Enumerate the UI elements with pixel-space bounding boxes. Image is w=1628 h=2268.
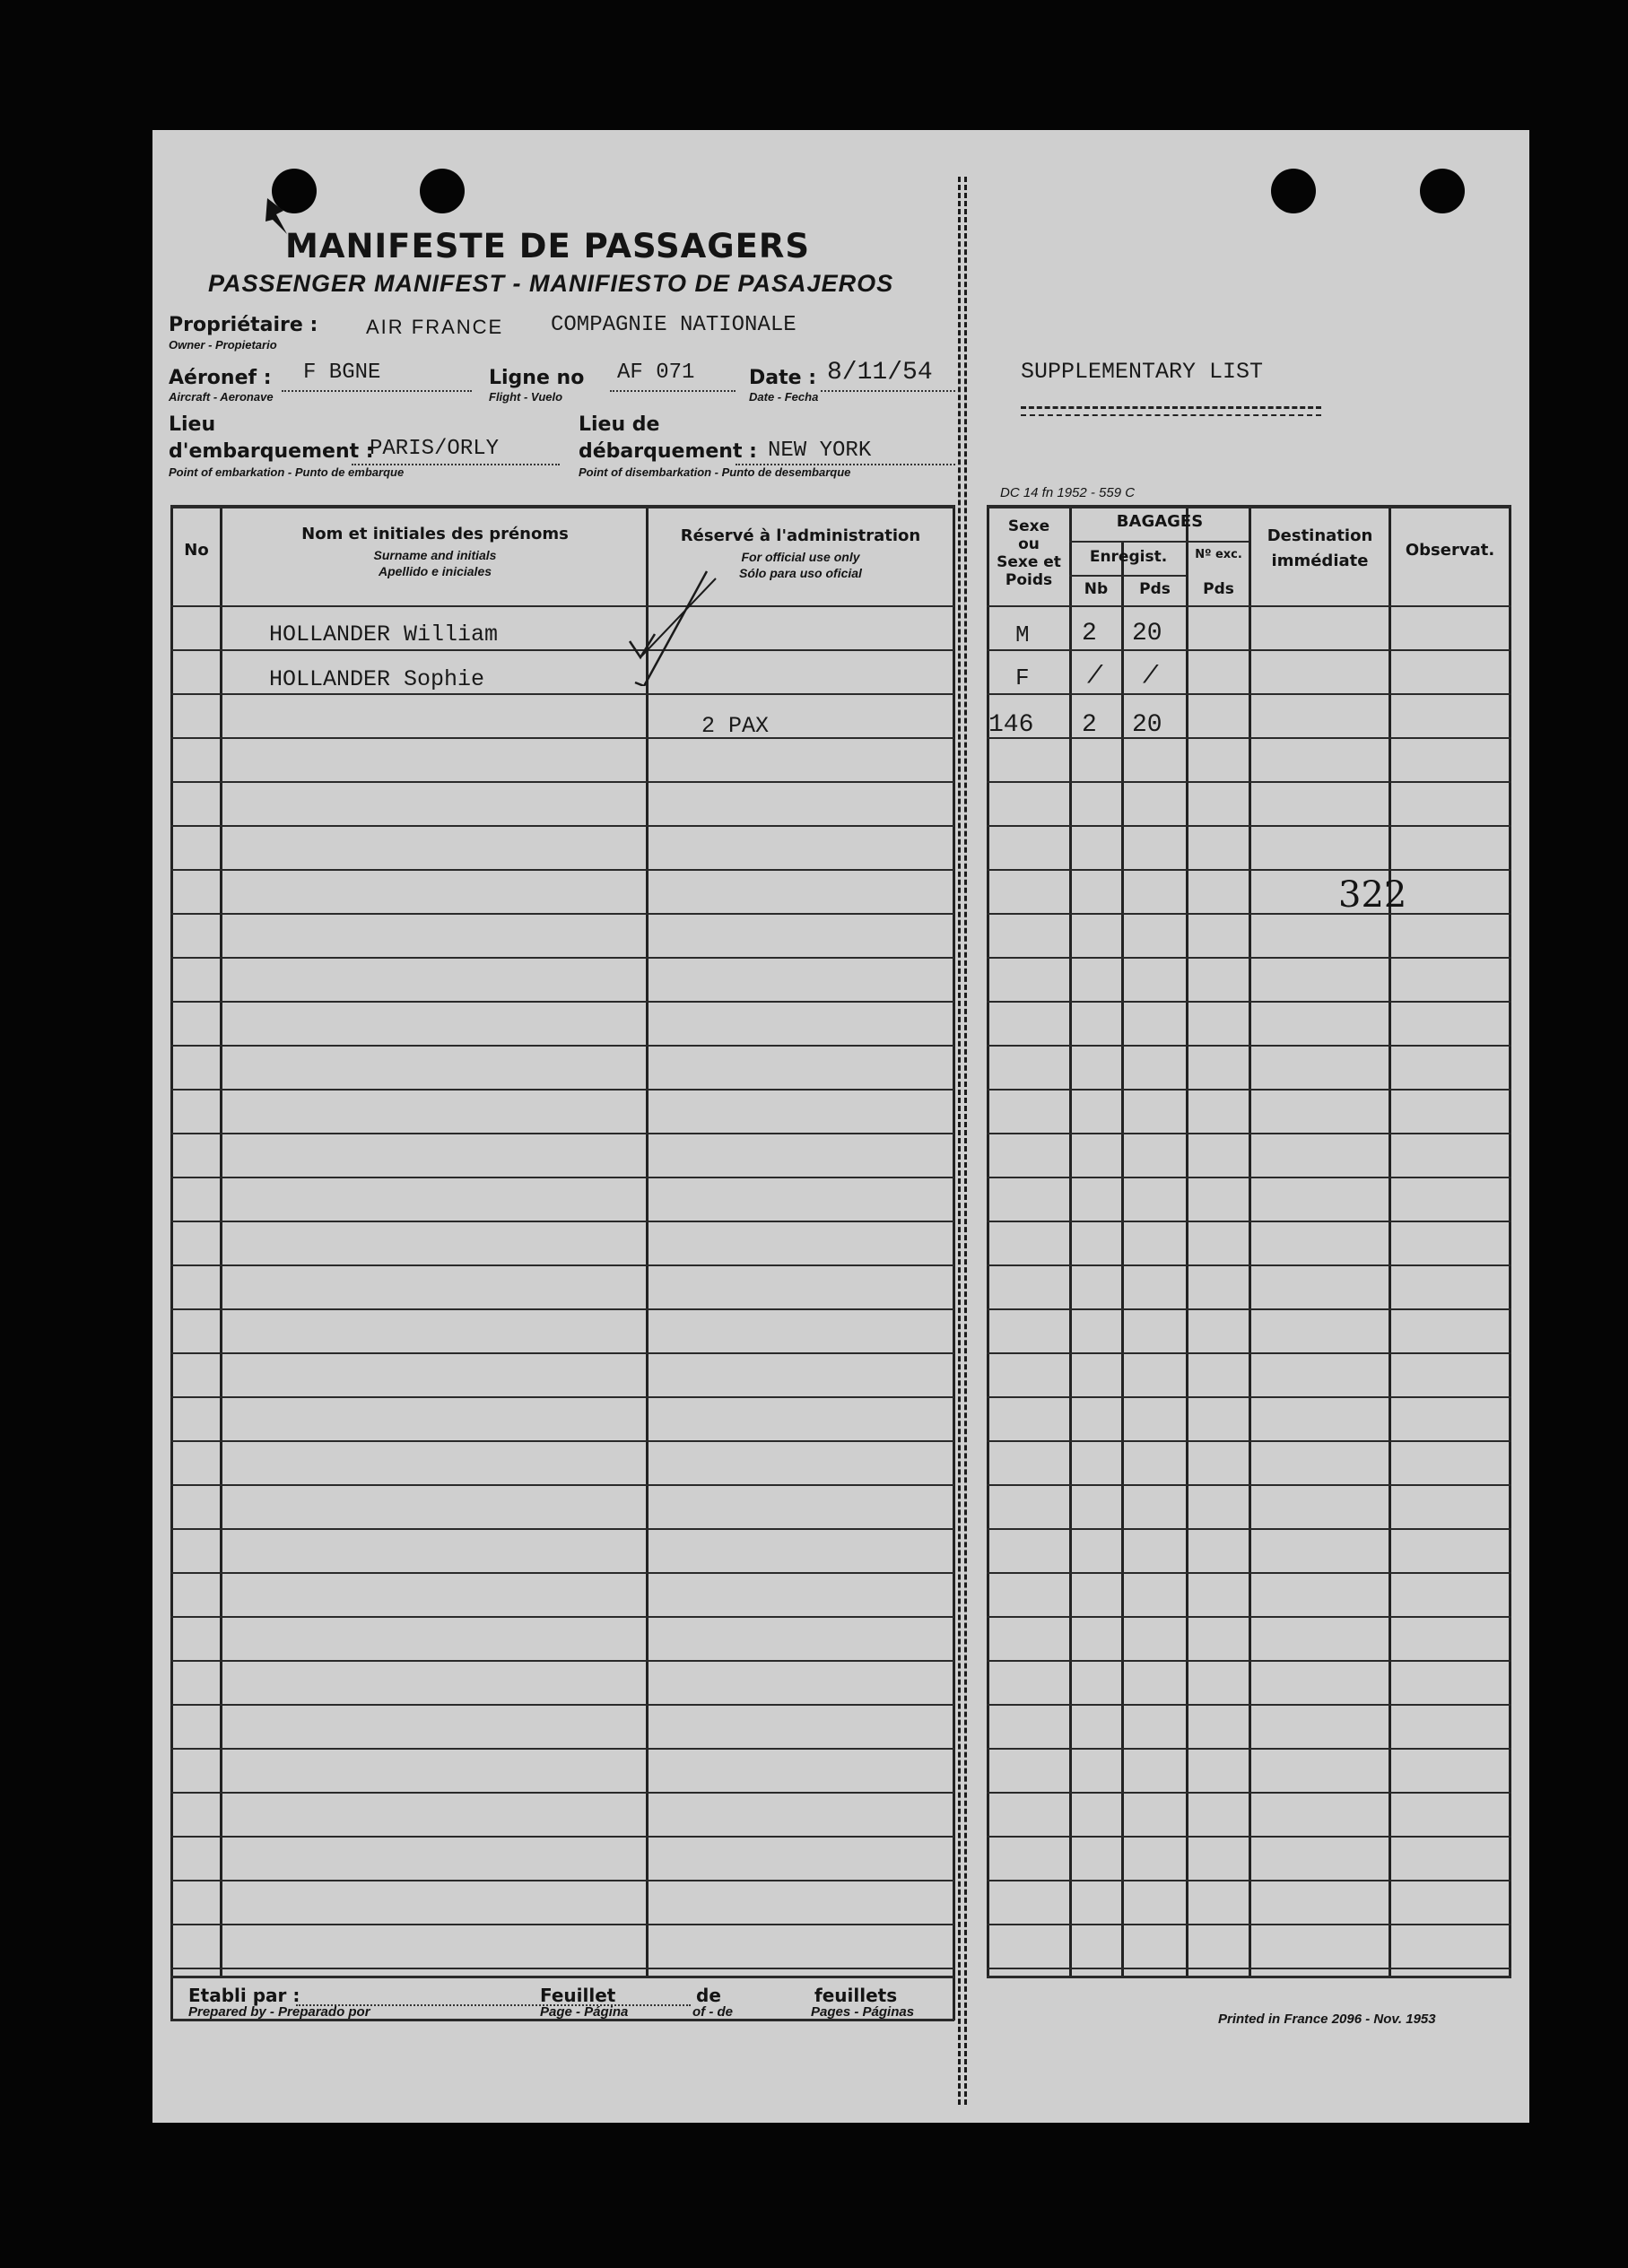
passenger-bag-pds: 20	[1132, 620, 1162, 647]
passenger-sex: M	[1015, 621, 1030, 648]
footer-prepared-label: Etabli par :	[188, 1985, 300, 2006]
footer-prepared-sub: Prepared by - Preparado por	[188, 2004, 370, 2020]
fold-line	[964, 177, 967, 2105]
row-rule	[170, 1528, 954, 1530]
col-registered: Enregist.	[1089, 548, 1168, 566]
col-sex-4: Poids	[1005, 571, 1053, 589]
flight-value: AF 071	[617, 361, 695, 385]
date-value: 8/11/54	[827, 359, 933, 387]
row-rule	[170, 1616, 954, 1618]
row-rule	[170, 1660, 954, 1662]
owner-sub: Owner - Propietario	[169, 338, 277, 352]
row-rule	[987, 1660, 1511, 1662]
row-rule	[170, 869, 954, 871]
col-name-sub2: Apellido e iniciales	[378, 564, 492, 578]
disembark-value: NEW YORK	[768, 439, 872, 463]
row-rule	[170, 1748, 954, 1750]
col-sex-1: Sexe	[1007, 517, 1050, 535]
row-rule	[987, 1968, 1511, 1969]
row-rule	[987, 1352, 1511, 1354]
col-reserved-sub2: Sólo para uso oficial	[739, 566, 862, 580]
owner-typed: COMPAGNIE NATIONALE	[551, 313, 797, 337]
row-rule	[170, 1396, 954, 1398]
supplementary-underline	[1021, 406, 1321, 416]
row-rule	[987, 605, 1511, 607]
passenger-bag-pds: /	[1143, 663, 1158, 691]
col-destination-1: Destination	[1267, 526, 1373, 545]
punch-hole	[1271, 169, 1316, 213]
row-rule	[170, 1968, 954, 1969]
disembark-sub: Point of disembarkation - Punto de desembarque	[579, 465, 851, 479]
punch-hole	[420, 169, 465, 213]
total-pax: 2 PAX	[701, 713, 770, 739]
col-baggage: BAGAGES	[1116, 512, 1204, 531]
row-rule	[987, 1045, 1511, 1047]
aircraft-label: Aéronef :	[169, 367, 272, 389]
row-rule	[987, 1177, 1511, 1178]
footer-sheet-label: Feuillet	[540, 1985, 616, 2006]
row-rule	[987, 1528, 1511, 1530]
row-rule	[170, 649, 954, 651]
row-rule	[987, 1133, 1511, 1134]
col-no: No	[184, 541, 209, 560]
row-rule	[987, 869, 1511, 871]
row-rule	[170, 1308, 954, 1310]
row-rule	[170, 1264, 954, 1266]
row-rule	[987, 693, 1511, 695]
row-rule	[170, 781, 954, 783]
col-sex-3: Sexe et	[997, 553, 1061, 571]
row-rule	[987, 1308, 1511, 1310]
owner-value: AIR FRANCE	[366, 316, 504, 338]
row-rule	[987, 1089, 1511, 1091]
manifest-sheet	[152, 130, 1529, 2123]
row-rule	[170, 1089, 954, 1091]
flight-label: Ligne no	[489, 367, 585, 389]
passenger-name: HOLLANDER William	[269, 621, 499, 647]
check-marks	[619, 552, 727, 686]
row-rule	[987, 1221, 1511, 1222]
flight-sub: Flight - Vuelo	[489, 390, 563, 404]
col-reserved-sub1: For official use only	[741, 550, 860, 564]
row-rule	[987, 1264, 1511, 1266]
owner-label: Propriétaire :	[169, 314, 318, 336]
row-rule	[170, 1880, 954, 1881]
date-label: Date :	[749, 367, 817, 389]
total-bag-pds: 20	[1132, 711, 1162, 739]
row-rule	[170, 913, 954, 915]
col-nb: Nb	[1084, 580, 1109, 598]
row-rule	[987, 1880, 1511, 1881]
form-title: MANIFESTE DE PASSAGERS	[285, 227, 811, 265]
printed-note: Printed in France 2096 - Nov. 1953	[1218, 2012, 1436, 2027]
stamp-number: 322	[1338, 874, 1407, 916]
footer-sheets-sub: Pages - Páginas	[811, 2004, 915, 2020]
footer-of-label: de	[696, 1985, 721, 2006]
total-bag-nb: 2	[1082, 711, 1097, 739]
col-observations: Observat.	[1405, 541, 1495, 560]
row-rule	[170, 1440, 954, 1442]
passenger-bag-nb: 2	[1082, 620, 1097, 647]
row-rule	[170, 1045, 954, 1047]
col-sex-2: ou	[1018, 535, 1040, 553]
row-rule	[987, 649, 1511, 651]
row-rule	[170, 1572, 954, 1574]
supplementary-heading: SUPPLEMENTARY LIST	[1021, 359, 1264, 385]
col-excess-pds: Pds	[1203, 580, 1234, 598]
row-rule	[170, 1001, 954, 1003]
embark-value: PARIS/ORLY	[370, 437, 500, 461]
row-rule	[170, 1221, 954, 1222]
row-rule	[170, 1177, 954, 1178]
disembark-label-2: débarquement :	[579, 440, 757, 463]
col-name-sub1: Surname and initials	[373, 548, 497, 562]
aircraft-sub: Aircraft - Aeronave	[169, 390, 274, 404]
aircraft-value: F BGNE	[303, 361, 381, 385]
row-rule	[170, 825, 954, 827]
embark-label-1: Lieu	[169, 413, 216, 436]
row-rule	[987, 825, 1511, 827]
col-destination-2: immédiate	[1271, 552, 1369, 570]
form-subtitle: PASSENGER MANIFEST - MANIFIESTO DE PASAJEROS	[208, 270, 894, 297]
row-rule	[170, 737, 954, 739]
row-rule	[987, 957, 1511, 959]
row-rule	[987, 737, 1511, 739]
punch-hole	[1420, 169, 1465, 213]
row-rule	[170, 957, 954, 959]
total-weight: 146	[988, 711, 1034, 739]
row-rule	[170, 1924, 954, 1925]
row-rule	[170, 1836, 954, 1838]
row-rule	[170, 1792, 954, 1794]
passenger-bag-nb: /	[1087, 663, 1102, 691]
row-rule	[170, 1704, 954, 1706]
row-rule	[987, 1704, 1511, 1706]
col-name: Nom et initiales des prénoms	[301, 525, 569, 543]
row-rule	[987, 1616, 1511, 1618]
embark-sub: Point of embarkation - Punto de embarque	[169, 465, 405, 479]
row-rule	[987, 913, 1511, 915]
row-rule	[987, 1396, 1511, 1398]
col-reserved: Réservé à l'administration	[680, 526, 921, 545]
row-rule	[170, 693, 954, 695]
row-rule	[987, 1924, 1511, 1925]
row-rule	[987, 1001, 1511, 1003]
embark-label-2: d'embarquement :	[169, 440, 374, 463]
row-rule	[170, 605, 954, 607]
row-rule	[170, 1484, 954, 1486]
date-sub: Date - Fecha	[749, 390, 819, 404]
row-rule	[987, 1484, 1511, 1486]
row-rule	[987, 1836, 1511, 1838]
row-rule	[170, 1133, 954, 1134]
footer-of-sub: of - de	[692, 2004, 733, 2020]
row-rule	[987, 1572, 1511, 1574]
row-rule	[987, 1792, 1511, 1794]
footer-sheets-label: feuillets	[814, 1985, 898, 2006]
passenger-sex: F	[1015, 665, 1030, 691]
form-code: DC 14 fn 1952 - 559 C	[1000, 485, 1136, 500]
row-rule	[987, 1440, 1511, 1442]
row-rule	[987, 781, 1511, 783]
row-rule	[170, 1352, 954, 1354]
fold-line	[958, 177, 961, 2105]
col-pds: Pds	[1139, 580, 1171, 598]
passenger-name: HOLLANDER Sophie	[269, 666, 485, 692]
disembark-label-1: Lieu de	[579, 413, 660, 436]
row-rule	[987, 1748, 1511, 1750]
footer-sheet-sub: Page - Página	[540, 2004, 629, 2020]
col-excess: Nº exc.	[1195, 548, 1242, 561]
